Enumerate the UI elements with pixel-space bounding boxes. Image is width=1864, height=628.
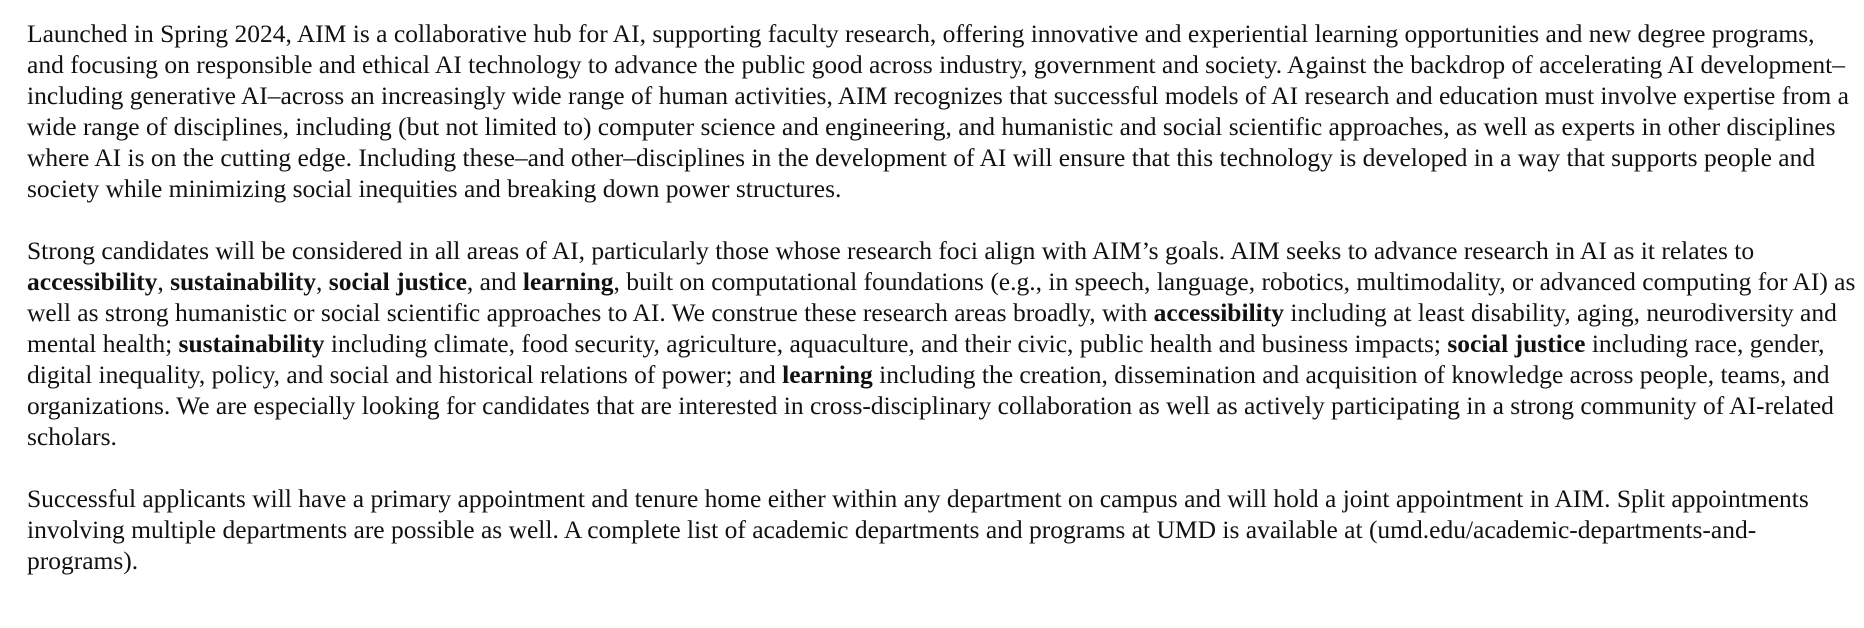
bold-term-social-justice: social justice [1447, 329, 1586, 358]
text-segment: , built on computational foundations (e.g., in speech, language, robotics, multimodality, or advanced computing for AI) as well as strong humanistic or social scientific approaches to AI. We construe these research areas broadly, with [27, 267, 1856, 327]
bold-term-learning: learning [522, 267, 614, 296]
bold-term-sustainability: sustainability [178, 329, 325, 358]
text-segment: including climate, food security, agriculture, aquaculture, and their civic, public health and business impacts; [324, 329, 1448, 358]
paragraph-research-areas [27, 235, 1857, 452]
bold-term-learning: learning [782, 360, 873, 389]
text-segment: , and [466, 267, 523, 296]
text-segment: including race, gender, digital inequality, policy, and social and historical relations of power; and [27, 329, 1825, 389]
text-segment: including the creation, dissemination and acquisition of knowledge across people, teams, and organizations. We are especially looking for candidates that are interested in cross-disciplinary collaboration as well as actively participating in a strong community of AI-related scholars. [27, 360, 1834, 451]
text-segment: , [157, 267, 171, 296]
text-segment: Launched in Spring 2024, AIM is a collaborative hub for AI, supporting faculty research, offering innovative and experiential learning opportunities and new degree programs, and focusing on responsible and ethical AI technology to advance the public good across industry, government and society. Against the backdrop of accelerating AI development–including generative AI–across an increasingly wide range of human activities, AIM recognizes that successful models of AI research and education must involve expertise from a wide range of disciplines, including (but not limited to) computer science and engineering, and humanistic and social scientific approaches, as well as experts in other disciplines where AI is on the cutting edge. Including these–and other–disciplines in the development of AI will ensure that this technology is developed in a way that supports people and society while minimizing social inequities and breaking down power structures. [27, 19, 1849, 203]
paragraph-appointments [27, 483, 1857, 576]
paragraph-aim-overview [27, 18, 1857, 204]
bold-term-social-justice: social justice [328, 267, 467, 296]
text-segment: Strong candidates will be considered in all areas of AI, particularly those whose research foci align with AIM’s goals. AIM seeks to advance research in AI as it relates to [27, 236, 1755, 265]
text-segment: Successful applicants will have a primary appointment and tenure home either within any department on campus and will hold a joint appointment in AIM. Split appointments involving multiple departments are possible as well. A complete list of academic departments and programs at UMD is available at (umd.edu/academic-departments-and-programs). [27, 484, 1809, 575]
text-segment: including at least disability, aging, neurodiversity and mental health; [27, 298, 1837, 358]
bold-term-accessibility: accessibility [27, 267, 158, 296]
document-body [27, 18, 1857, 607]
text-segment: , [316, 267, 329, 296]
bold-term-sustainability: sustainability [170, 267, 317, 296]
bold-term-accessibility: accessibility [1153, 298, 1284, 327]
